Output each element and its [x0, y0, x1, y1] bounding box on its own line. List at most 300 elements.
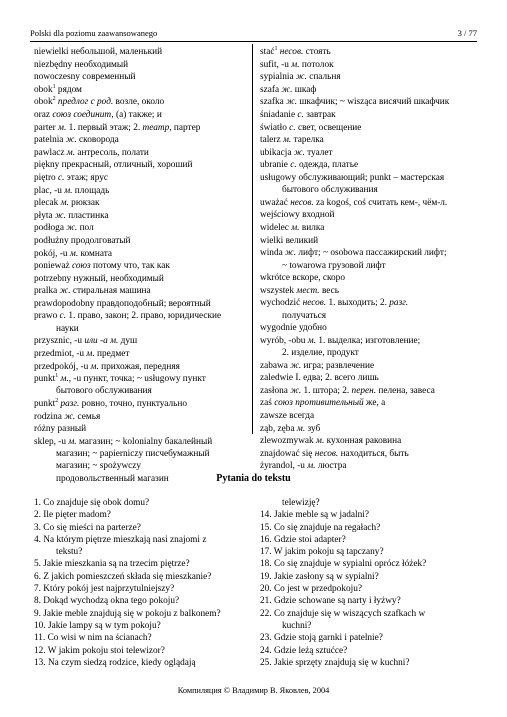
- translation: сковорода: [76, 135, 119, 146]
- question-item: [260, 595, 485, 607]
- vocab-entry: [34, 361, 249, 373]
- question-item: [260, 583, 485, 595]
- vocab-entry: [34, 172, 249, 184]
- translation: 1. штора; 2.: [301, 385, 350, 396]
- question-item: [260, 645, 485, 657]
- vocab-entry: [34, 210, 249, 222]
- question-text: 1. Co znajduje się obok domu?: [34, 498, 150, 508]
- question-text: 22. Co znajduje się w wiszących szafkach w: [260, 608, 426, 619]
- question-text: 10. Jakie lampy są w tym pokoju?: [34, 620, 161, 631]
- translation: партер: [171, 122, 201, 133]
- polish-word: ubranie: [260, 160, 288, 171]
- translation: (а) также; и: [113, 109, 162, 120]
- vocab-entry: [34, 46, 249, 58]
- question-text: telewizję?: [282, 498, 320, 508]
- question-item: [260, 571, 485, 583]
- translation: стоять: [303, 47, 331, 57]
- polish-word: przysznic, -u: [34, 336, 83, 347]
- grammar-note: м.: [66, 436, 77, 447]
- vocab-entry: [260, 122, 485, 134]
- translation: пол: [77, 223, 94, 234]
- vocab-entry: [260, 235, 485, 247]
- vocab-entry: [34, 147, 249, 159]
- vocab-entry: [34, 122, 249, 134]
- polish-word: wejściowy: [260, 210, 300, 221]
- translation: правдоподобный; вероятный: [94, 298, 211, 309]
- vocab-entry: [260, 134, 485, 146]
- translation: шкаф: [292, 84, 317, 95]
- grammar-note: м.: [58, 198, 69, 209]
- section-title: Pytania do tekstu: [216, 473, 291, 484]
- grammar-note: ж.: [61, 411, 76, 422]
- vocab-entry: [260, 360, 485, 372]
- translation-continuation: магазин; ~ spożywczy: [56, 461, 142, 472]
- polish-word: przedmiot, -u: [34, 348, 85, 359]
- question-item: [34, 509, 249, 521]
- translation: спальня: [306, 72, 341, 83]
- polish-word: ponieważ: [34, 261, 70, 272]
- translation: потолок: [299, 59, 334, 70]
- translation: площадь: [72, 185, 110, 196]
- polish-word: oraz: [34, 109, 50, 120]
- question-item: [34, 595, 249, 607]
- polish-word: zabawa: [260, 360, 288, 371]
- footer-copyright: Компиляция © Владимир В. Яковлев, 2004: [177, 686, 330, 695]
- translation: I. едва; 2. всего лишь: [293, 373, 379, 384]
- grammar-note: ж.: [287, 385, 302, 396]
- translation: современный: [79, 72, 136, 83]
- grammar-note: м.: [288, 59, 300, 70]
- polish-word: rodzina: [34, 411, 62, 422]
- polish-word: sufit, -u: [260, 59, 289, 70]
- translation: пластинка: [65, 210, 109, 221]
- polish-word: przedpokój, -u: [34, 361, 89, 372]
- polish-word: szafa: [260, 84, 280, 95]
- translation: великий: [283, 235, 319, 246]
- polish-word: światło: [260, 122, 287, 133]
- grammar-note: м.: [88, 361, 99, 372]
- question-item: [260, 522, 485, 534]
- vocab-entry: [34, 159, 249, 171]
- vocab-entry: [260, 59, 485, 71]
- question-item: [34, 571, 249, 583]
- polish-word: wkrótce: [260, 273, 290, 284]
- vocab-entry: [260, 297, 485, 322]
- translation: туалет: [304, 147, 333, 158]
- polish-word: sypialnia: [260, 72, 294, 83]
- vocab-entry: [260, 322, 485, 334]
- translation: комната: [78, 248, 113, 259]
- translation-continuation: бытового обслуживания: [282, 185, 378, 196]
- translation: 1. первый этаж; 2.: [66, 122, 141, 133]
- vocab-entry: [260, 423, 485, 435]
- translation: завтрак: [303, 109, 336, 120]
- translation: семья: [75, 411, 101, 422]
- translation-continuation: ~ towarowa грузовой лифт: [282, 260, 386, 271]
- question-item: [260, 509, 485, 521]
- polish-word: znajdować się: [260, 448, 313, 459]
- vocab-entry: [34, 373, 249, 398]
- vocab-entry: [260, 397, 485, 409]
- vocab-entry: [260, 385, 485, 397]
- question-text: 23. Gdzie stoją garnki i patelnie?: [260, 633, 383, 644]
- translation: 1. право, закон; 2. право, юридические: [66, 311, 222, 322]
- question-item: [34, 522, 249, 534]
- vocab-entry: [34, 423, 249, 435]
- polish-word: niezbędny: [34, 59, 73, 70]
- question-text: 24. Gdzie leżą sztućce?: [260, 645, 348, 656]
- column-divider: [252, 44, 253, 434]
- homonym-index: 2: [55, 398, 59, 405]
- grammar-note: ж.: [291, 147, 305, 158]
- polish-word: podłużny: [34, 235, 69, 246]
- book-title: Polski dla poziomu zaawansowanego: [30, 28, 158, 38]
- grammar-note: с.: [286, 122, 296, 133]
- vocab-entry: [260, 410, 485, 422]
- question-item: [34, 608, 249, 620]
- question-text: 16. Gdzie stoi adapter?: [260, 534, 346, 545]
- polish-word: wygodnie: [260, 323, 297, 334]
- page-header: [30, 27, 477, 42]
- question-item: [260, 497, 485, 509]
- question-text: 6. Z jakich pomieszczeń składa się mieszkanie?: [34, 571, 212, 582]
- question-text: 21. Gdzie schowane są narty i łyżwy?: [260, 596, 401, 607]
- vocab-entry: [34, 185, 249, 197]
- grammar-note: м.: [61, 185, 73, 196]
- question-item: [34, 657, 249, 669]
- grammar-note: перен.: [349, 385, 377, 396]
- questions-right-column: [260, 497, 485, 669]
- question-item: [260, 546, 485, 558]
- translation: игра; развлечение: [301, 360, 375, 371]
- grammar-note: или -a м.: [82, 336, 119, 347]
- polish-word: zaś: [260, 398, 272, 409]
- polish-word: stać: [260, 47, 275, 57]
- vocabulary-left-column: [34, 46, 249, 485]
- translation: тарелка: [291, 135, 324, 146]
- polish-word: zaledwie: [260, 373, 294, 384]
- vocabulary-right-column: [260, 46, 485, 473]
- polish-word: piękny: [34, 160, 60, 171]
- translation: za kogoś, coś считать кем-, чём-л.: [313, 197, 448, 208]
- polish-word: ubikacja: [260, 147, 292, 158]
- translation: пункт, точка; ~ usługowy пункт: [81, 374, 206, 385]
- vocab-entry: [34, 235, 249, 247]
- translation: магазин; ~ kolonialny бакалейный: [76, 436, 213, 447]
- question-item: [34, 558, 249, 570]
- question-text: 2. Ile pięter madom?: [34, 510, 111, 521]
- grammar-note: м.: [67, 248, 79, 259]
- question-text: 17. W jakim pokoju są tapczany?: [260, 547, 384, 558]
- translation-continuation: 2. изделие, продукт: [282, 348, 359, 359]
- translation: пелена, завеса: [376, 385, 435, 396]
- page-number: 3 / 77: [457, 28, 477, 38]
- question-text: 25. Jakie sprzęty znajdują się w kuchni?: [260, 657, 410, 668]
- grammar-note: разг.: [386, 298, 409, 309]
- polish-word: śniadanie: [260, 109, 296, 120]
- question-item: [260, 558, 485, 570]
- translation: антресоль, полати: [75, 147, 149, 158]
- grammar-note: несов.: [312, 448, 339, 459]
- translation: , -u: [68, 374, 82, 385]
- translation: удобно: [296, 323, 327, 334]
- translation: всегда: [286, 411, 315, 422]
- question-text: 3. Co się mieści na parterze?: [34, 522, 141, 533]
- translation: обслуживающий; punkt – мастерская: [296, 172, 445, 183]
- polish-word: prawo: [34, 311, 58, 322]
- vocab-entry: [260, 197, 485, 209]
- polish-word: pralka: [34, 286, 58, 297]
- vocab-entry: [34, 411, 249, 423]
- homonym-index: 1: [274, 46, 278, 52]
- question-text: 18. Co się znajduje w sypialni oprócz łóżek?: [260, 559, 427, 570]
- translation: рядом: [55, 84, 82, 95]
- vocab-entry: [34, 298, 249, 310]
- translation-continuation: науки: [56, 323, 79, 334]
- vocab-entry: [34, 222, 249, 234]
- translation: разный: [55, 424, 87, 435]
- grammar-note: мест.: [294, 285, 320, 296]
- translation: прихожая, передняя: [98, 361, 180, 372]
- translation: рюкзак: [68, 198, 100, 209]
- translation: вскоре, скоро: [289, 273, 345, 284]
- grammar-note: несов.: [287, 197, 314, 208]
- translation: вилка: [299, 223, 325, 234]
- translation: зуб: [305, 423, 321, 434]
- vocab-entry: [260, 147, 485, 159]
- polish-word: żyrandol, -u: [260, 461, 305, 472]
- grammar-note: предлог с род.: [55, 97, 114, 108]
- questions-left-column: [34, 497, 249, 669]
- translation: стиральная машина: [70, 286, 151, 297]
- question-item: [260, 632, 485, 644]
- vocab-entry: [260, 247, 485, 272]
- polish-word: pokój, -u: [34, 248, 68, 259]
- vocab-entry: [260, 222, 485, 234]
- polish-word: szafka: [260, 97, 284, 108]
- polish-word: płyta: [34, 210, 53, 221]
- vocab-entry: [260, 96, 485, 108]
- polish-word: prawdopodobny: [34, 298, 95, 309]
- grammar-note: м.: [294, 423, 306, 434]
- translation: душ: [118, 336, 138, 347]
- polish-word: parter: [34, 122, 56, 133]
- vocab-entry: [260, 159, 485, 171]
- translation: весь: [319, 285, 340, 296]
- question-item: [260, 608, 485, 633]
- question-text: 8. Dokąd wychodzą okna tego pokoju?: [34, 596, 180, 607]
- vocab-entry: [260, 272, 485, 284]
- vocab-entry: [34, 248, 249, 260]
- vocab-entry: [260, 209, 485, 221]
- polish-word: ząb, zęba: [260, 423, 295, 434]
- question-item: [260, 534, 485, 546]
- polish-word: uważać: [260, 197, 288, 208]
- polish-word: usługowy: [260, 172, 297, 183]
- question-text: 19. Jakie zasłony są w sypialni?: [260, 571, 379, 582]
- vocab-entry: [260, 109, 485, 121]
- question-text: 15. Co się znajduje na regałach?: [260, 522, 381, 533]
- polish-word: talerz: [260, 135, 281, 146]
- vocab-entry: [34, 260, 249, 272]
- polish-word: zlewozmywak: [260, 436, 314, 447]
- vocab-entry: [34, 398, 249, 410]
- vocab-entry: [260, 84, 485, 96]
- translation: свет, освещение: [295, 122, 362, 133]
- grammar-note: несов.: [300, 298, 327, 309]
- translation-continuation: получаться: [282, 310, 327, 321]
- grammar-note: ж.: [282, 248, 297, 259]
- question-item: [34, 497, 249, 509]
- vocab-entry: [34, 59, 249, 71]
- grammar-note: с.: [287, 160, 297, 171]
- question-text: 9. Jakie meble znajdują się w pokoju z balkonem?: [34, 608, 221, 619]
- translation-continuation: продовольственный магазин: [56, 473, 169, 484]
- question-text: 11. Co wisi w nim na ścianach?: [34, 633, 152, 644]
- question-text: 5. Jakie mieszkania są na trzecim piętrze?: [34, 559, 190, 570]
- vocab-entry: [34, 109, 249, 121]
- polish-word: punkt: [34, 374, 56, 385]
- grammar-note: ж.: [287, 360, 302, 371]
- polish-word: punkt: [34, 399, 56, 410]
- polish-word: obok: [34, 97, 53, 108]
- question-item: [34, 534, 249, 559]
- polish-word: wszystek: [260, 285, 295, 296]
- grammar-note: м.: [313, 436, 325, 447]
- translation: этаж; ярус: [64, 172, 108, 183]
- translation: ровно, точно, пунктуально: [79, 399, 188, 410]
- translation: одежда, платье: [296, 160, 359, 171]
- question-continuation: tekstu?: [56, 547, 83, 558]
- question-item: [260, 657, 485, 669]
- grammar-note: м.: [304, 461, 316, 472]
- homonym-index: 1: [52, 83, 56, 90]
- question-item: [34, 620, 249, 632]
- grammar-note: м.: [84, 348, 95, 359]
- vocab-entry: [34, 84, 249, 96]
- question-text: 13. Na czym siedzą rodzice, kiedy oglądają: [34, 657, 196, 668]
- grammar-note: ж.: [52, 210, 66, 221]
- grammar-note: м.: [288, 223, 300, 234]
- translation-continuation: магазин; ~ papierniczy писчебумажный: [56, 449, 210, 460]
- grammar-note: ж.: [63, 223, 78, 234]
- question-text: 7. Który pokój jest najprzytulniejszy?: [34, 584, 175, 595]
- vocab-entry: [260, 435, 485, 447]
- polish-word: nowoczesny: [34, 72, 80, 83]
- polish-word: winda: [260, 248, 283, 259]
- grammar-note: м.: [280, 135, 292, 146]
- vocab-entry: [34, 310, 249, 335]
- polish-word: zawsze: [260, 411, 287, 422]
- translation: кухонная раковина: [324, 436, 402, 447]
- question-text: 20. Co jest w przedpokoju?: [260, 584, 362, 595]
- question-text: 4. Na którym piętrze mieszkają nasi znajomi z: [34, 534, 207, 545]
- polish-word: plac, -u: [34, 185, 62, 196]
- polish-word: zasłona: [260, 385, 288, 396]
- vocab-entry: [260, 71, 485, 83]
- translation: люстра: [315, 461, 347, 472]
- vocab-entry: [34, 348, 249, 360]
- vocab-entry: [34, 71, 249, 83]
- grammar-note: ж.: [293, 72, 307, 83]
- question-item: [34, 583, 249, 595]
- grammar-note: несов.: [277, 47, 304, 57]
- polish-word: pawlacz: [34, 147, 65, 158]
- vocab-entry: [34, 197, 249, 209]
- grammar-note: союз соединит,: [50, 109, 114, 120]
- question-continuation: kuchni?: [282, 620, 312, 631]
- vocab-entry: [34, 335, 249, 347]
- polish-word: wyrób, -obu: [260, 335, 306, 346]
- vocab-entry: [34, 134, 249, 146]
- grammar-note: союз противительный: [271, 398, 364, 409]
- translation: потому что, так как: [90, 261, 170, 272]
- grammar-note: ж.: [57, 286, 71, 297]
- polish-word: wielki: [260, 235, 284, 246]
- vocab-entry: [34, 285, 249, 297]
- translation: прекрасный, отличный, хороший: [59, 160, 193, 171]
- grammar-note: союз: [69, 261, 91, 272]
- question-item: [34, 645, 249, 657]
- translation: нужный, необходимый: [71, 273, 164, 284]
- grammar-note: разг.: [58, 399, 80, 410]
- translation: 1. выделка; изготовление;: [316, 335, 421, 346]
- vocab-entry: [260, 448, 485, 460]
- grammar-note: ж.: [63, 135, 77, 146]
- question-text: 14. Jakie meble są w jadalni?: [260, 510, 369, 521]
- grammar-note: с.: [57, 311, 67, 322]
- polish-word: niewielki: [34, 47, 69, 57]
- grammar-note: театр,: [140, 122, 172, 133]
- polish-word: widelec: [260, 223, 289, 234]
- vocab-entry: [260, 335, 485, 360]
- vocab-entry: [260, 372, 485, 384]
- translation: необходимый: [72, 59, 129, 70]
- translation: продолговатый: [68, 235, 131, 246]
- translation: предмет: [94, 348, 130, 359]
- homonym-index: 1: [55, 373, 59, 380]
- polish-word: obok: [34, 84, 53, 95]
- translation: входной: [299, 210, 335, 221]
- vocab-entry: [34, 273, 249, 285]
- polish-word: sklep, -u: [34, 436, 67, 447]
- translation: небольшой, маленький: [68, 47, 163, 57]
- vocab-entry: [260, 460, 485, 472]
- translation: возле, около: [113, 97, 165, 108]
- polish-word: plecak: [34, 198, 59, 209]
- translation: же, а: [363, 398, 386, 409]
- grammar-note: с.: [295, 109, 304, 120]
- translation: шкафчик; ~ wisząca висячий шкафчик: [297, 97, 450, 108]
- polish-word: podłoga: [34, 223, 64, 234]
- polish-word: różny: [34, 424, 56, 435]
- homonym-index: 2: [52, 96, 56, 103]
- vocab-entry: [34, 96, 249, 108]
- grammar-note: м.: [55, 122, 67, 133]
- question-item: [34, 632, 249, 644]
- grammar-note: ж.: [283, 97, 298, 108]
- polish-word: patelnia: [34, 135, 64, 146]
- translation: находиться, быть: [338, 448, 409, 459]
- question-text: 12. W jakim pokoju stoi telewizor?: [34, 645, 165, 656]
- vocab-entry: [260, 285, 485, 297]
- translation-continuation: бытового обслуживания: [56, 386, 152, 397]
- polish-word: piętro: [34, 172, 56, 183]
- grammar-note: м.: [64, 147, 76, 158]
- grammar-note: с.: [55, 172, 65, 183]
- translation: лифт; ~ osobowa пассажирский лифт;: [296, 248, 447, 259]
- grammar-note: м.: [58, 374, 69, 385]
